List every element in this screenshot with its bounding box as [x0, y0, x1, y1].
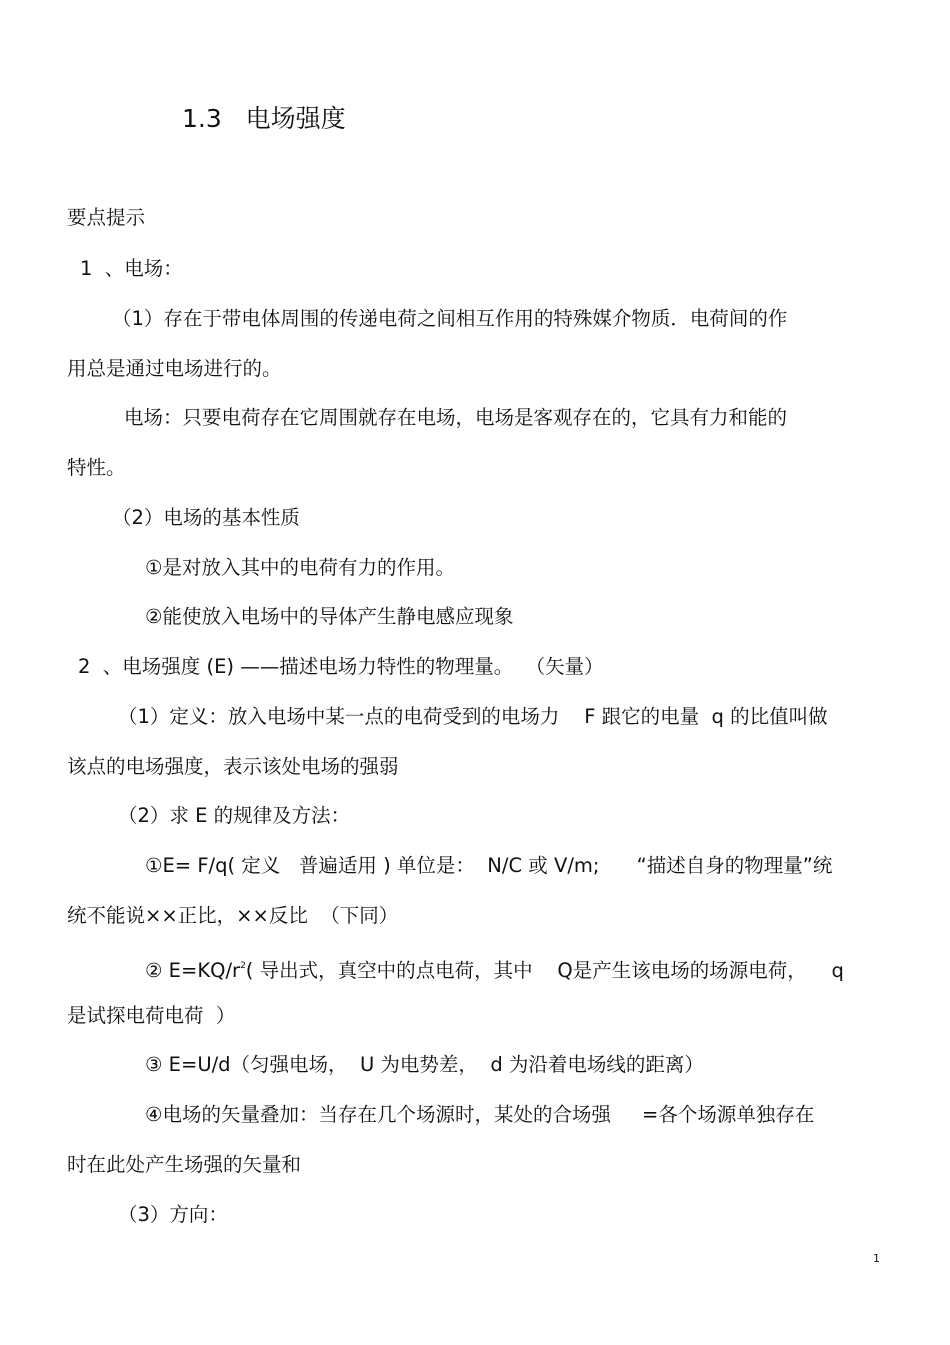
- list-item: ②能使放入电场中的导体产生静电感应现象: [145, 605, 514, 628]
- paragraph-line: 电场：只要电荷存在它周围就存在电场，电场是客观存在的，它具有力和能的: [124, 406, 788, 429]
- paragraph-line: （1）定义：放入电场中某一点的电荷受到的电场力 F 跟它的电量 q 的比值叫做: [118, 705, 828, 728]
- paragraph-line: （1）存在于带电体周围的传递电荷之间相互作用的特殊媒介物质．电荷间的作: [112, 307, 788, 330]
- paragraph-line: 该点的电场强度，表示该处电场的强弱: [67, 755, 399, 778]
- paragraph-line: 用总是通过电场进行的。: [67, 357, 282, 380]
- paragraph-line: 特性。: [67, 456, 126, 479]
- heading-key-points: 要点提示: [67, 206, 146, 229]
- paragraph-line: 时在此处产生场强的矢量和: [67, 1153, 302, 1176]
- subheading: （2）求 E 的规律及方法：: [118, 804, 351, 827]
- paragraph-line: 统不能说××正比，××反比 （下同）: [67, 904, 399, 927]
- subheading: （3）方向：: [118, 1203, 228, 1226]
- section-title: 1.3 电场强度: [182, 104, 346, 133]
- list-item: ①是对放入其中的电荷有力的作用。: [145, 556, 455, 579]
- paragraph-line: 是试探电荷电荷 ）: [67, 1004, 236, 1027]
- formula-superscript: 2: [240, 961, 246, 971]
- formula-line: ③ E=U/d（匀强电场， U 为电势差， d 为沿着电场线的距离）: [145, 1053, 704, 1076]
- page-number: 1: [873, 1252, 880, 1265]
- formula-line: ④电场的矢量叠加：当存在几个场源时，某处的合场强 =各个场源单独存在: [145, 1103, 815, 1126]
- item-field-strength: 2 、电场强度 (E) ——描述电场力特性的物理量。 （矢量）: [78, 655, 604, 678]
- subheading: （2）电场的基本性质: [112, 506, 300, 529]
- formula-line-coulomb: [145, 954, 844, 983]
- item-electric-field: 1 、电场：: [80, 257, 183, 280]
- formula-line: ①E= F/q( 定义 普遍适用 ) 单位是： N/C 或 V/m; “描述自身的物理量”统: [145, 854, 833, 877]
- formula-prefix: ② E=KQ/r: [145, 959, 241, 982]
- formula-suffix: ( 导出式，真空中的点电荷，其中 Q是产生该电场的场源电荷， q: [245, 959, 844, 982]
